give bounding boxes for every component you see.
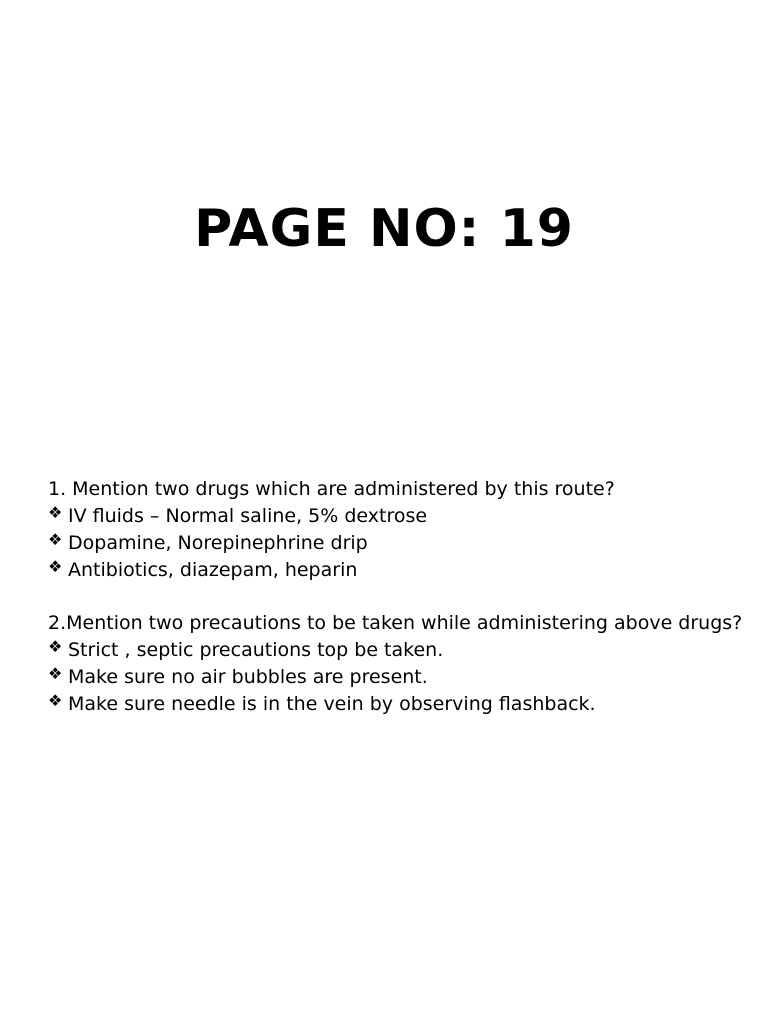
question-block-2 (48, 610, 748, 718)
list-item-text: Strict , septic precautions top be taken. (68, 639, 444, 661)
question-1: 1. Mention two drugs which are administered by this route? (48, 478, 615, 500)
list-item (48, 503, 748, 530)
list-item-text: Dopamine, Norepinephrine drip (68, 532, 368, 554)
diamond-bullet-icon: ❖ (48, 691, 63, 710)
answer-list-1 (48, 503, 748, 584)
list-item-text: IV fluids – Normal saline, 5% dextrose (68, 505, 428, 527)
list-item (48, 530, 748, 557)
diamond-bullet-icon: ❖ (48, 530, 63, 549)
diamond-bullet-icon: ❖ (48, 664, 63, 683)
page-title: PAGE NO: 19 (194, 199, 574, 259)
list-item (48, 557, 748, 584)
list-item-text: Make sure needle is in the vein by observing flashback. (68, 693, 596, 715)
list-item-text: Antibiotics, diazepam, heparin (68, 559, 358, 581)
list-item (48, 637, 748, 664)
question-2: 2.Mention two precautions to be taken while administering above drugs? (48, 612, 743, 634)
question-block-1 (48, 476, 748, 584)
diamond-bullet-icon: ❖ (48, 503, 63, 522)
list-item (48, 664, 748, 691)
answer-list-2 (48, 637, 748, 718)
diamond-bullet-icon: ❖ (48, 637, 63, 656)
list-item-text: Make sure no air bubbles are present. (68, 666, 428, 688)
diamond-bullet-icon: ❖ (48, 557, 63, 576)
list-item (48, 691, 748, 718)
